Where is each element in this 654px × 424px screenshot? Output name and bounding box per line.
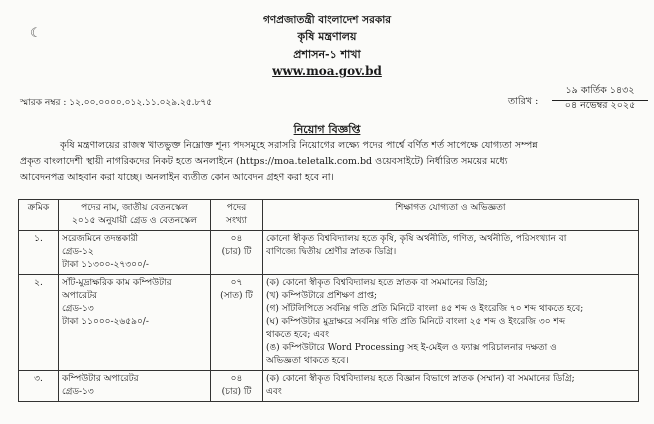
intro-line: কৃষি মন্ত্রণালয়ের রাজস্ব খাতভুক্ত নিম্নোক্ত শূন্য পদসমূহে সরাসরি নিয়োগের লক্ষ্যে পদের পার্শ্বে বর্ণিত শর্ত সাপেক্ষে যোগ্যতা সম্পন্ন <box>60 140 538 151</box>
header-qualification: শিক্ষাগত যোগ্যতা ও অভিজ্ঞতা <box>263 200 639 231</box>
row-serial: ৩. <box>19 371 59 402</box>
row-count: ০৪ (চার) টি <box>211 231 263 275</box>
row-serial: ২. <box>19 275 59 371</box>
date-label: তারিখ : <box>508 96 539 107</box>
ministry-name: কৃষি মন্ত্রণালয় <box>297 30 357 43</box>
header-count: পদের সংখ্যা <box>211 200 263 231</box>
row-qualification: কোনো স্বীকৃত বিশ্ববিদ্যালয় হতে কৃষি, কৃষি অর্থনীতি, গণিত, অর্থনীতি, পরিসংখ্যান বা বাণিজ্যে দ্বিতীয় শ্রেণীর স্নাতক ডিগ্রি। <box>263 231 639 275</box>
corner-mark-icon: ☾ <box>30 26 42 41</box>
row-count: ০৭ (সাত) টি <box>211 275 263 371</box>
row-serial: ১. <box>19 231 59 275</box>
date-gregorian: ০৪ নভেম্বর ২০২৫ <box>564 100 636 111</box>
table-header-row <box>19 200 639 231</box>
government-name: গণপ্রজাতন্ত্রী বাংলাদেশ সরকার <box>262 14 392 26</box>
notice-title: নিয়োগ বিজ্ঞপ্তি <box>293 123 361 136</box>
branch-name: প্রশাসন-১ শাখা <box>293 48 361 61</box>
row-post: সাঁট-মুদ্রাক্ষরিক কাম কম্পিউটার অপারেটর গ্রেড-১৩ টাকা ১১০০০-২৬৫৯০/- <box>59 275 211 371</box>
intro-line: প্রকৃত বাংলাদেশী স্থায়ী নাগরিকদের নিকট হতে অনলাইনে (https://moa.teletalk.com.bd ওয়েবসাইটে) নির্ধারিত সময়ের মধ্যে <box>20 156 508 167</box>
row-count: ০৪ (চার) টি <box>211 371 263 402</box>
date-bangla: ১৯ কার্তিক ১৪৩২ <box>552 84 648 101</box>
table-row <box>19 275 639 371</box>
website-link[interactable]: www.moa.gov.bd <box>272 64 382 78</box>
intro-paragraph <box>20 138 636 186</box>
header-post: পদের নাম, জাতীয় বেতনস্কেল ২০১৫ অনুযায়ী গ্রেড ও বেতনস্কেল <box>59 200 211 231</box>
row-post: সরেজমিনে তদন্তকারী গ্রেড-১২ টাকা ১১৩০০-২৭৩০০/- <box>59 231 211 275</box>
row-post: কম্পিউটার অপারেটর গ্রেড-১৩ <box>59 371 211 402</box>
row-qualification: (ক) কোনো স্বীকৃত বিশ্ববিদ্যালয় হতে স্নাতক বা সমমানের ডিগ্রি; (খ) কম্পিউটারে প্রশিক্ষণ প্রাপ্ত; (গ) সাঁটলিপিতে সর্বনিম্ন গতি প্রতি মিনিটে বাংলা ৪৫ শব্দ ও ইংরেজি ৭০ শব্দ থাকতে হবে; (ঘ) কম্পিউটার মুদ্রাক্ষরে সর্বনিম্ন গতি প্রতি মিনিটে বাংলা ২৫ শব্দ ও ইংরেজি ৩০ শব্দ থাকতে হবে; এবং (ঙ) কম্পিউটারে Word Processing সহ ই-মেইল ও ফ্যাক্স পরিচালনার দক্ষতা ও অভিজ্ঞতা থাকতে হবে। <box>263 275 639 371</box>
vacancy-table <box>18 199 639 402</box>
row-qualification: (ক) কোনো স্বীকৃত বিশ্ববিদ্যালয় হতে বিজ্ঞান বিভাগে স্নাতক (সম্মান) বা সমমানের ডিগ্রি; এবং <box>263 371 639 402</box>
table-row <box>19 231 639 275</box>
intro-line: আবেদনপত্র আহবান করা যাচ্ছে। অনলাইন ব্যতীত কোন আবেদন গ্রহণ করা হবে না। <box>20 172 334 183</box>
memo-number: স্মারক নম্বর : ১২.০০.০০০০.০১২.১১.০২৯.২৫.৮৭৫ <box>20 98 213 108</box>
header-serial: ক্রমিক <box>19 200 59 231</box>
table-row <box>19 371 639 402</box>
